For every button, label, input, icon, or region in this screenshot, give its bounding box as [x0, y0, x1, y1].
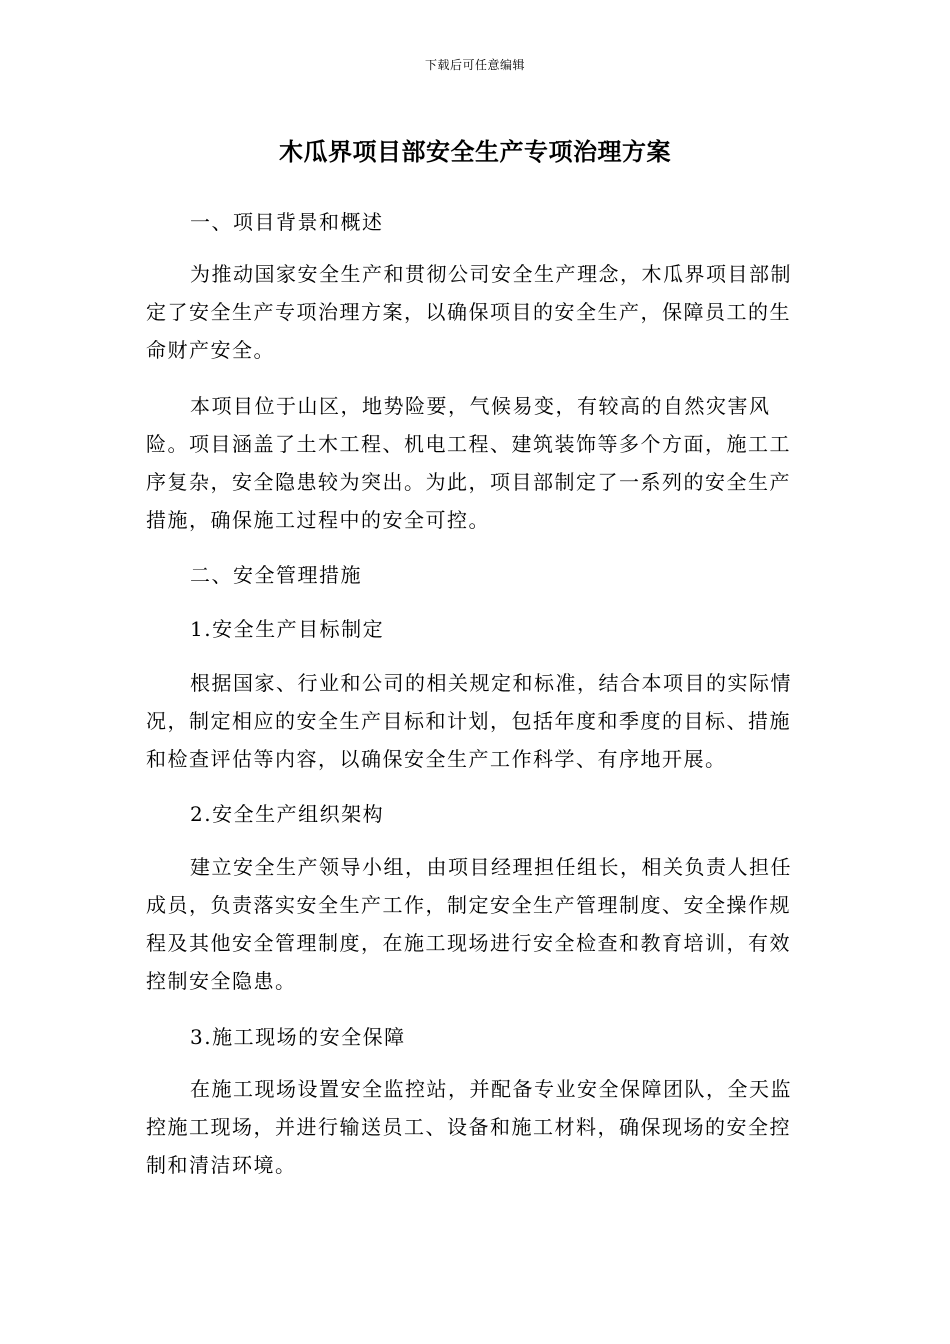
- section-2-heading: 二、安全管理措施: [190, 563, 362, 587]
- subsection-2-heading: 2.安全生产组织架构: [190, 802, 385, 826]
- section-1-paragraph-1: 为推动国家安全生产和贯彻公司安全生产理念，木瓜界项目部制定了安全生产专项治理方案，以确保项目的安全生产，保障员工的生命财产安全。: [146, 262, 792, 362]
- subsection-2-paragraph: 建立安全生产领导小组，由项目经理担任组长，相关负责人担任成员，负责落实安全生产工作，制定安全生产管理制度、安全操作规程及其他安全管理制度，在施工现场进行安全检查和教育培训，有效控制安全隐患。: [146, 855, 792, 993]
- document-title: 木瓜界项目部安全生产专项治理方案: [279, 138, 671, 166]
- section-1-paragraph-2: 本项目位于山区，地势险要，气候易变，有较高的自然灾害风险。项目涵盖了土木工程、机电工程、建筑装饰等多个方面，施工工序复杂，安全隐患较为突出。为此，项目部制定了一系列的安全生产措施，确保施工过程中的安全可控。: [146, 394, 791, 532]
- subsection-1-heading: 1.安全生产目标制定: [190, 617, 385, 641]
- subsection-3-heading: 3.施工现场的安全保障: [190, 1025, 406, 1049]
- subsection-3-paragraph: 在施工现场设置安全监控站，并配备专业安全保障团队，全天监控施工现场，并进行输送员工、设备和施工材料，确保现场的安全控制和清洁环境。: [146, 1077, 792, 1177]
- section-1-heading: 一、项目背景和概述: [190, 210, 384, 234]
- subsection-1-paragraph: 根据国家、行业和公司的相关规定和标准，结合本项目的实际情况，制定相应的安全生产目标和计划，包括年度和季度的目标、措施和检查评估等内容，以确保安全生产工作科学、有序地开展。: [146, 671, 792, 771]
- header-note: 下载后可任意编辑: [424, 58, 525, 72]
